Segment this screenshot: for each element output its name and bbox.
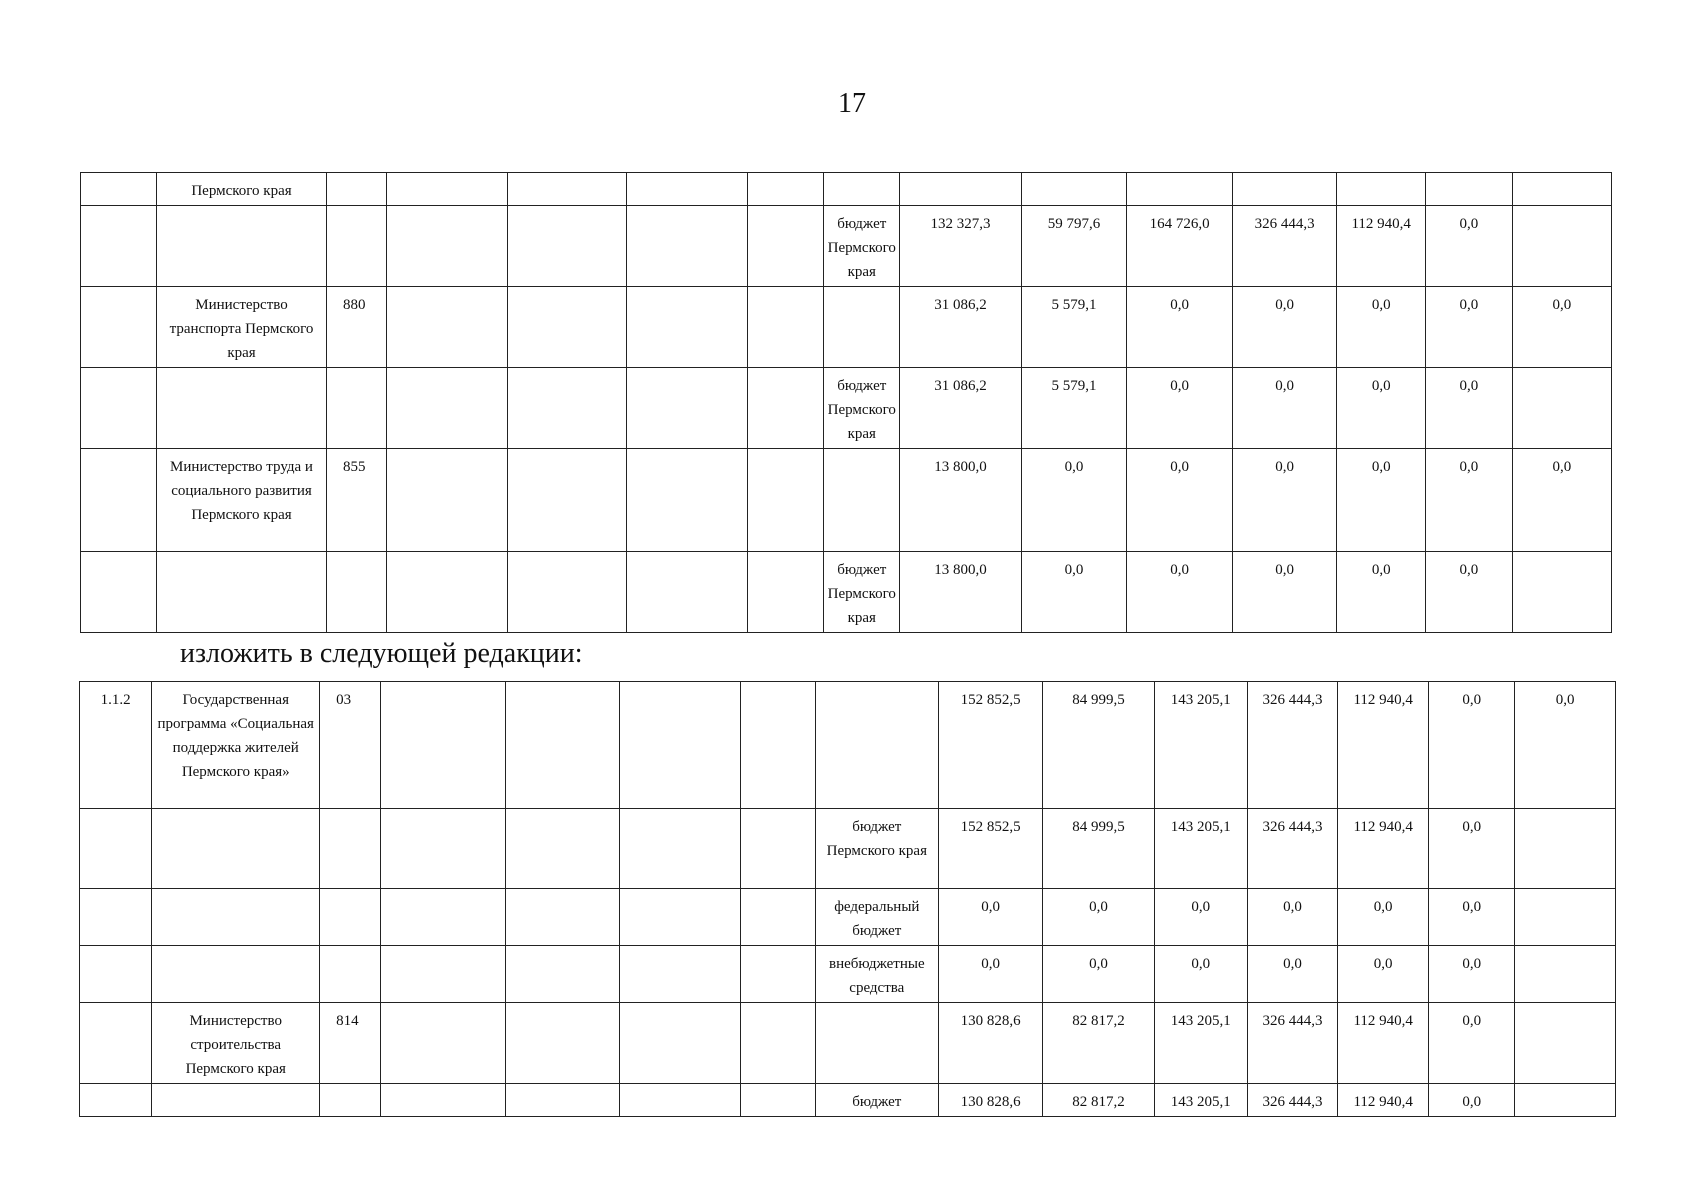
table-cell — [619, 809, 740, 889]
table-cell — [80, 1084, 152, 1117]
table-cell: 5 579,1 — [1021, 368, 1127, 449]
table-cell: 0,0 — [1429, 946, 1515, 1003]
table-cell — [81, 368, 157, 449]
table-cell — [740, 1084, 815, 1117]
table-cell: 112 940,4 — [1338, 682, 1429, 809]
table-cell: бюджет — [815, 1084, 938, 1117]
table-cell — [748, 206, 824, 287]
table-cell: 0,0 — [1232, 449, 1337, 552]
table-cell: 326 444,3 — [1247, 1003, 1337, 1084]
table-cell: 5 579,1 — [1021, 287, 1127, 368]
table-cell — [740, 682, 815, 809]
table-cell — [1512, 552, 1611, 633]
table-cell: 130 828,6 — [938, 1003, 1043, 1084]
table-cell — [505, 1084, 619, 1117]
table-cell: 82 817,2 — [1043, 1003, 1154, 1084]
table-cell — [619, 1084, 740, 1117]
table-cell: 0,0 — [1154, 946, 1247, 1003]
table-cell — [815, 682, 938, 809]
table-cell: 0,0 — [1429, 682, 1515, 809]
table-cell: 31 086,2 — [900, 368, 1021, 449]
table-cell: 814 — [320, 1003, 381, 1084]
table-cell: 1.1.2 — [80, 682, 152, 809]
table-row — [81, 552, 1612, 633]
table-cell — [80, 889, 152, 946]
table-cell: 143 205,1 — [1154, 1003, 1247, 1084]
table-cell: Министерство строительства Пермского края — [152, 1003, 320, 1084]
table-cell — [748, 449, 824, 552]
table-cell — [81, 552, 157, 633]
table-cell — [380, 1084, 505, 1117]
table-cell — [152, 946, 320, 1003]
table-cell — [80, 809, 152, 889]
table-cell — [380, 889, 505, 946]
table-cell: 326 444,3 — [1247, 1084, 1337, 1117]
table-cell — [81, 173, 157, 206]
table-cell — [740, 1003, 815, 1084]
table-cell: Министерство труда и социального развития Пермского края — [157, 449, 327, 552]
table-cell: 03 — [320, 682, 381, 809]
table-cell: 112 940,4 — [1337, 206, 1426, 287]
table-cell — [626, 287, 747, 368]
table-cell: 0,0 — [1429, 889, 1515, 946]
table-cell — [1337, 173, 1426, 206]
table-cell — [152, 809, 320, 889]
table-cell: 132 327,3 — [900, 206, 1021, 287]
table-cell — [327, 368, 387, 449]
table-cell — [626, 368, 747, 449]
table-cell: 0,0 — [1429, 1084, 1515, 1117]
table-row — [80, 946, 1616, 1003]
table-cell: 0,0 — [1515, 682, 1616, 809]
table-cell — [1127, 173, 1233, 206]
table-cell: 59 797,6 — [1021, 206, 1127, 287]
table-cell: 31 086,2 — [900, 287, 1021, 368]
table-cell: 13 800,0 — [900, 449, 1021, 552]
table-cell — [1426, 173, 1513, 206]
table-cell: Пермского края — [157, 173, 327, 206]
table-cell: 0,0 — [1426, 287, 1513, 368]
table-cell: 112 940,4 — [1338, 809, 1429, 889]
table-cell — [505, 1003, 619, 1084]
table-cell — [507, 173, 626, 206]
table-cell — [1515, 889, 1616, 946]
table-cell — [507, 552, 626, 633]
table-cell — [80, 946, 152, 1003]
table-cell: 0,0 — [1338, 889, 1429, 946]
table-cell: 0,0 — [1127, 287, 1233, 368]
table-cell — [748, 173, 824, 206]
table-cell — [507, 287, 626, 368]
table-cell — [626, 449, 747, 552]
table-cell — [327, 552, 387, 633]
table-cell: Государственная программа «Социальная поддержка жителей Пермского края» — [152, 682, 320, 809]
table-row — [80, 809, 1616, 889]
table-cell: 112 940,4 — [1338, 1003, 1429, 1084]
table-cell — [626, 173, 747, 206]
table-cell — [152, 1084, 320, 1117]
table-cell — [80, 1003, 152, 1084]
table-cell — [740, 809, 815, 889]
table-cell: 0,0 — [938, 946, 1043, 1003]
table-cell — [740, 946, 815, 1003]
table-cell: бюджет Пермского края — [824, 368, 900, 449]
table-cell — [380, 1003, 505, 1084]
table-cell: 0,0 — [1426, 449, 1513, 552]
table-cell: 0,0 — [1127, 552, 1233, 633]
table-cell — [380, 809, 505, 889]
table-cell: 0,0 — [1232, 287, 1337, 368]
table-cell — [740, 889, 815, 946]
table-cell — [824, 173, 900, 206]
table-cell: 0,0 — [1043, 889, 1154, 946]
table-cell — [824, 449, 900, 552]
table-cell: 326 444,3 — [1247, 682, 1337, 809]
table-cell: 0,0 — [1154, 889, 1247, 946]
table-cell — [320, 889, 381, 946]
amendment-caption: изложить в следующей редакции: — [180, 638, 583, 669]
page-number: 17 — [838, 88, 866, 119]
table-cell — [505, 889, 619, 946]
table-cell — [157, 552, 327, 633]
table-cell: 143 205,1 — [1154, 809, 1247, 889]
table-cell: 0,0 — [1247, 946, 1337, 1003]
table-cell: 0,0 — [1429, 809, 1515, 889]
table-cell: внебюджетные средства — [815, 946, 938, 1003]
budget-table-top — [80, 172, 1612, 633]
table-cell — [81, 449, 157, 552]
table-cell — [1515, 1003, 1616, 1084]
table-cell: 0,0 — [1338, 946, 1429, 1003]
table-cell: 152 852,5 — [938, 682, 1043, 809]
table-cell: 13 800,0 — [900, 552, 1021, 633]
table-cell: 143 205,1 — [1154, 1084, 1247, 1117]
budget-table-bottom — [79, 681, 1616, 1117]
table-cell: 0,0 — [938, 889, 1043, 946]
table-cell — [1515, 946, 1616, 1003]
table-row — [81, 368, 1612, 449]
table-cell — [824, 287, 900, 368]
table-cell: 0,0 — [1426, 206, 1513, 287]
table-cell: 326 444,3 — [1247, 809, 1337, 889]
table-cell — [1232, 173, 1337, 206]
table-cell — [320, 1084, 381, 1117]
table-cell: 112 940,4 — [1338, 1084, 1429, 1117]
table-cell — [1512, 368, 1611, 449]
table-cell — [1512, 206, 1611, 287]
table-cell: бюджет Пермского края — [824, 552, 900, 633]
table-cell — [387, 449, 507, 552]
table-cell: 0,0 — [1337, 287, 1426, 368]
table-cell — [327, 173, 387, 206]
table-cell — [626, 206, 747, 287]
table-cell: бюджет Пермского края — [824, 206, 900, 287]
table-row — [80, 682, 1616, 809]
table-cell — [815, 1003, 938, 1084]
table-cell — [387, 368, 507, 449]
table-cell: Министерство транспорта Пермского края — [157, 287, 327, 368]
table-cell — [157, 368, 327, 449]
table-cell: 0,0 — [1512, 287, 1611, 368]
table-cell: 0,0 — [1232, 552, 1337, 633]
table-cell — [748, 287, 824, 368]
table-cell: 0,0 — [1337, 368, 1426, 449]
table-cell: 130 828,6 — [938, 1084, 1043, 1117]
table-cell: 880 — [327, 287, 387, 368]
table-cell: 84 999,5 — [1043, 682, 1154, 809]
table-cell: федеральный бюджет — [815, 889, 938, 946]
table-cell — [507, 206, 626, 287]
table-cell: бюджет Пермского края — [815, 809, 938, 889]
table-cell — [507, 368, 626, 449]
table-cell — [1515, 809, 1616, 889]
table-cell — [1512, 173, 1611, 206]
table-cell: 855 — [327, 449, 387, 552]
table-cell: 0,0 — [1247, 889, 1337, 946]
table-cell: 0,0 — [1337, 449, 1426, 552]
table-cell — [380, 682, 505, 809]
table-cell — [507, 449, 626, 552]
table-cell — [320, 809, 381, 889]
table-cell: 0,0 — [1127, 449, 1233, 552]
table-cell — [619, 682, 740, 809]
table-cell — [327, 206, 387, 287]
table-cell — [619, 1003, 740, 1084]
table-cell — [619, 889, 740, 946]
table-cell: 0,0 — [1021, 552, 1127, 633]
table-cell — [387, 552, 507, 633]
table-cell: 84 999,5 — [1043, 809, 1154, 889]
table-cell: 82 817,2 — [1043, 1084, 1154, 1117]
table-row — [80, 1003, 1616, 1084]
table-cell — [387, 206, 507, 287]
table-cell — [505, 946, 619, 1003]
table-cell: 0,0 — [1021, 449, 1127, 552]
table-cell — [505, 809, 619, 889]
table-cell — [505, 682, 619, 809]
table-cell: 143 205,1 — [1154, 682, 1247, 809]
table-cell — [387, 173, 507, 206]
table-cell — [320, 946, 381, 1003]
table-cell — [81, 206, 157, 287]
table-cell: 0,0 — [1232, 368, 1337, 449]
table-cell — [626, 552, 747, 633]
table-cell: 0,0 — [1426, 552, 1513, 633]
table-cell — [387, 287, 507, 368]
table-row — [81, 287, 1612, 368]
table-row — [81, 173, 1612, 206]
table-cell — [1021, 173, 1127, 206]
table-cell: 0,0 — [1426, 368, 1513, 449]
table-cell — [748, 552, 824, 633]
table-cell: 0,0 — [1337, 552, 1426, 633]
table-cell: 326 444,3 — [1232, 206, 1337, 287]
table-cell — [1515, 1084, 1616, 1117]
table-row — [81, 206, 1612, 287]
table-cell: 0,0 — [1429, 1003, 1515, 1084]
table-cell: 0,0 — [1512, 449, 1611, 552]
table-row — [80, 889, 1616, 946]
table-cell: 0,0 — [1127, 368, 1233, 449]
table-cell — [152, 889, 320, 946]
table-cell — [157, 206, 327, 287]
table-cell — [900, 173, 1021, 206]
table-cell: 164 726,0 — [1127, 206, 1233, 287]
table-cell — [380, 946, 505, 1003]
table-cell: 0,0 — [1043, 946, 1154, 1003]
table-cell — [748, 368, 824, 449]
table-row — [80, 1084, 1616, 1117]
table-row — [81, 449, 1612, 552]
table-cell — [81, 287, 157, 368]
table-cell: 152 852,5 — [938, 809, 1043, 889]
table-cell — [619, 946, 740, 1003]
